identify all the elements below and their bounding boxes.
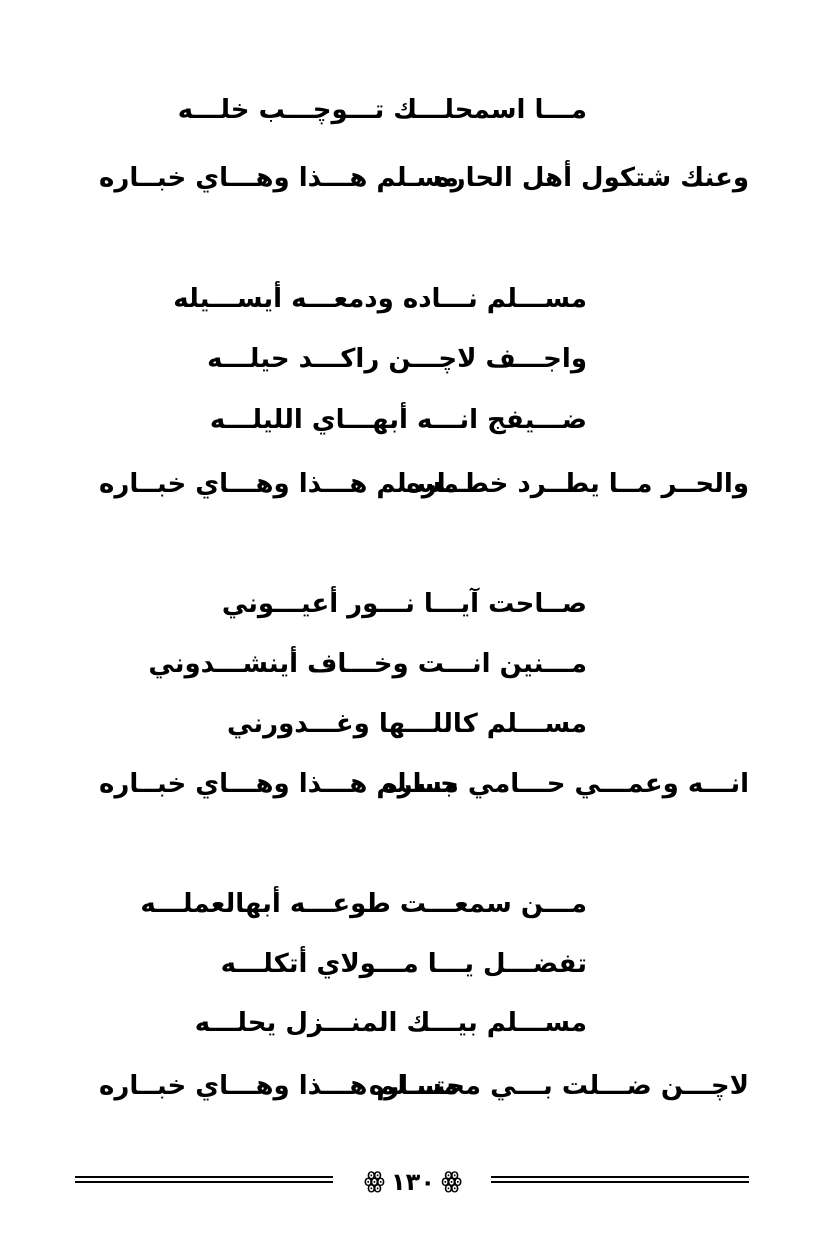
verse-line: مـــن سمعـــت طوعـــه أبهالعملـــه bbox=[140, 889, 587, 919]
verse-line: تفضـــل يـــا مـــولاي أتكلـــه bbox=[220, 949, 587, 979]
verse-line: مســـلم بيـــك المنـــزل يحلـــه bbox=[194, 1008, 587, 1038]
verse-hemistich-first: لاچـــن ضـــلت بـــي محتـــاره bbox=[368, 1071, 749, 1101]
verse-hemistich-second: مسـلم هـــذا وهـــاي خبــاره bbox=[99, 469, 459, 499]
ornament-icon: ꙮ bbox=[440, 1169, 463, 1194]
verse-line: مـــنين انـــت وخـــاف أينشـــدوني bbox=[148, 649, 587, 679]
ornament-icon: ꙮ bbox=[363, 1169, 386, 1194]
verse-line: واجـــف لاچـــن راكـــد حيلـــه bbox=[207, 344, 587, 374]
verse-line: ضـــيفج انـــه أبهـــاي الليلـــه bbox=[209, 405, 587, 435]
verse-hemistich-second: مسـلم هـــذا وهـــاي خبــاره bbox=[99, 163, 459, 193]
verse-line: مـــا اسمحلـــك تـــوچـــب خلـــه bbox=[177, 95, 587, 125]
verse-hemistich-second: مسـلم هـــذا وهـــاي خبــاره bbox=[99, 1071, 459, 1101]
page-number: ١٣٠ bbox=[391, 1168, 435, 1196]
verse-hemistich-first: وعنك شتكول أهل الحاره bbox=[435, 163, 749, 193]
verse-hemistich-second: مسـلم هـــذا وهـــاي خبــاره bbox=[99, 769, 459, 799]
page-number-group bbox=[343, 1163, 483, 1199]
verse-line: مســـلم كاللـــها وغـــدورني bbox=[227, 709, 587, 739]
verse-line: صــاحت آيـــا نـــور أعيـــوني bbox=[221, 589, 587, 619]
footer-rule-right bbox=[491, 1176, 749, 1183]
verse-hemistich-first: والحــر مــا يطــرد خطــاره bbox=[406, 469, 749, 499]
verse-line: مســـلم نـــاده ودمعـــه أيســـيله bbox=[173, 284, 587, 314]
verse-hemistich-first: انـــه وعمـــي حـــامي جــاره bbox=[382, 769, 749, 799]
page-footer bbox=[75, 1163, 749, 1199]
footer-rule-left bbox=[75, 1176, 333, 1183]
